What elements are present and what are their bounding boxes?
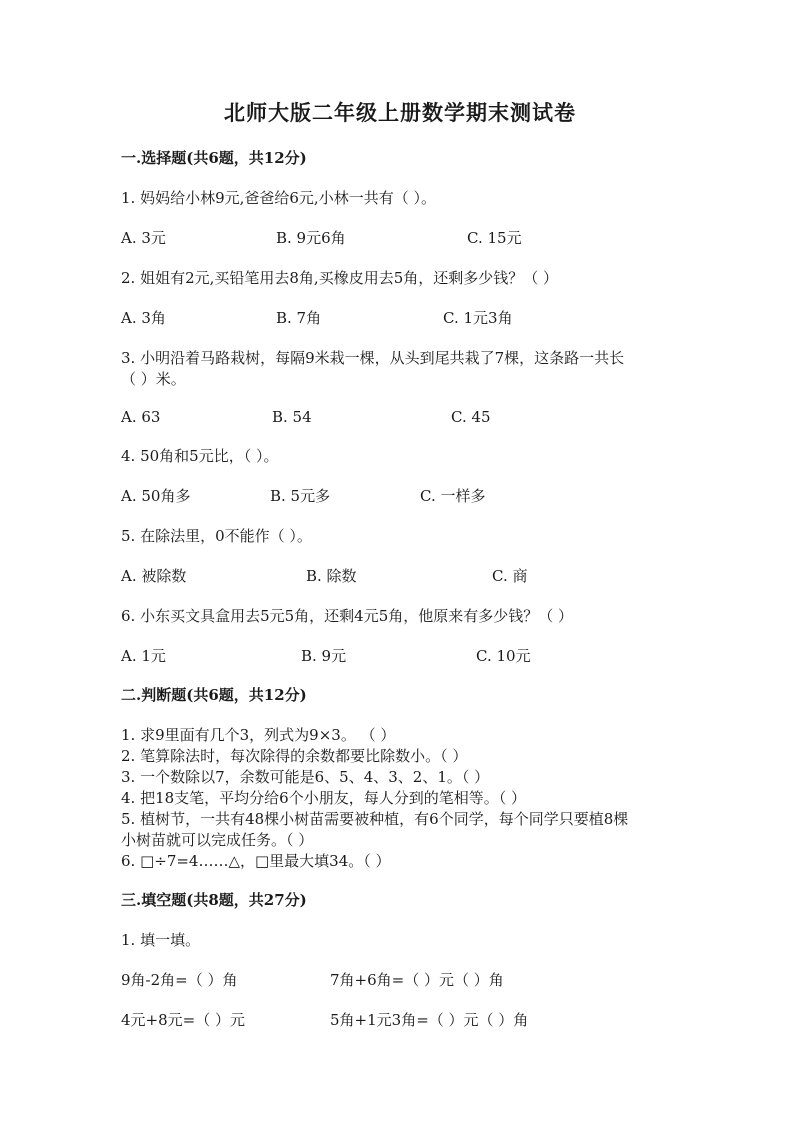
option-a: A. 3角 [121,309,166,327]
fill-item: 9角-2角=（ ）角 [121,971,238,989]
fill-item: 4元+8元=（ ）元 [121,1011,245,1029]
option-c: C. 15元 [467,229,522,247]
judgement-item: 4. 把18支笔，平均分给6个小朋友，每人分到的笔相等。（ ） [121,789,526,807]
judgement-item: 2. 笔算除法时，每次除得的余数都要比除数小。（ ） [121,747,468,765]
judgement-item-continued: 小树苗就可以完成任务。（ ） [121,831,314,849]
option-c: C. 10元 [476,647,531,665]
section-heading-judgement: 二.判断题(共6题，共12分) [121,686,307,704]
fill-item: 5角+1元3角=（ ）元（ ）角 [330,1011,529,1029]
question-text: 4. 50角和5元比，（ ）。 [121,447,279,465]
question-text: 6. 小东买文具盒用去5元5角，还剩4元5角，他原来有多少钱？（ ） [121,607,574,625]
section-heading-choice: 一.选择题(共6题，共12分) [121,149,307,167]
judgement-item: 3. 一个数除以7，余数可能是6、5、4、3、2、1。（ ） [121,768,490,786]
fill-item: 7角+6角=（ ）元（ ）角 [330,971,504,989]
question-text: 3. 小明沿着马路栽树，每隔9米栽一棵，从头到尾共栽了7棵，这条路一共长 [121,349,625,367]
judgement-item: 1. 求9里面有几个3，列式为9×3。 （ ） [121,726,396,744]
option-a: A. 3元 [121,229,166,247]
option-b: B. 除数 [306,567,357,585]
option-c: C. 商 [492,567,528,585]
option-a: A. 50角多 [121,487,191,505]
section-heading-fill-blank: 三.填空题(共8题，共27分) [121,891,307,909]
option-c: C. 45 [451,408,491,426]
option-b: B. 9元6角 [276,229,346,247]
question-text-continued: （ ）米。 [121,370,186,388]
option-b: B. 5元多 [270,487,331,505]
option-b: B. 54 [272,408,312,426]
question-text: 2. 姐姐有2元,买铅笔用去8角,买橡皮用去5角，还剩多少钱？（ ） [121,269,559,287]
judgement-item: 6. □÷7=4……△，□里最大填34。（ ） [121,852,391,870]
question-text: 5. 在除法里，0不能作（ ）。 [121,527,312,545]
option-b: B. 9元 [301,647,347,665]
option-b: B. 7角 [276,309,322,327]
question-text: 1. 妈妈给小林9元,爸爸给6元,小林一共有（ ）。 [121,189,436,207]
page-title: 北师大版二年级上册数学期末测试卷 [224,100,576,125]
judgement-item: 5. 植树节，一共有48棵小树苗需要被种植，有6个同学，每个同学只要植8棵 [121,810,629,828]
option-a: A. 1元 [121,647,166,665]
option-a: A. 被除数 [121,567,187,585]
fill-question: 1. 填一填。 [121,931,201,949]
option-a: A. 63 [121,408,161,426]
option-c: C. 一样多 [420,487,486,505]
option-c: C. 1元3角 [443,309,513,327]
